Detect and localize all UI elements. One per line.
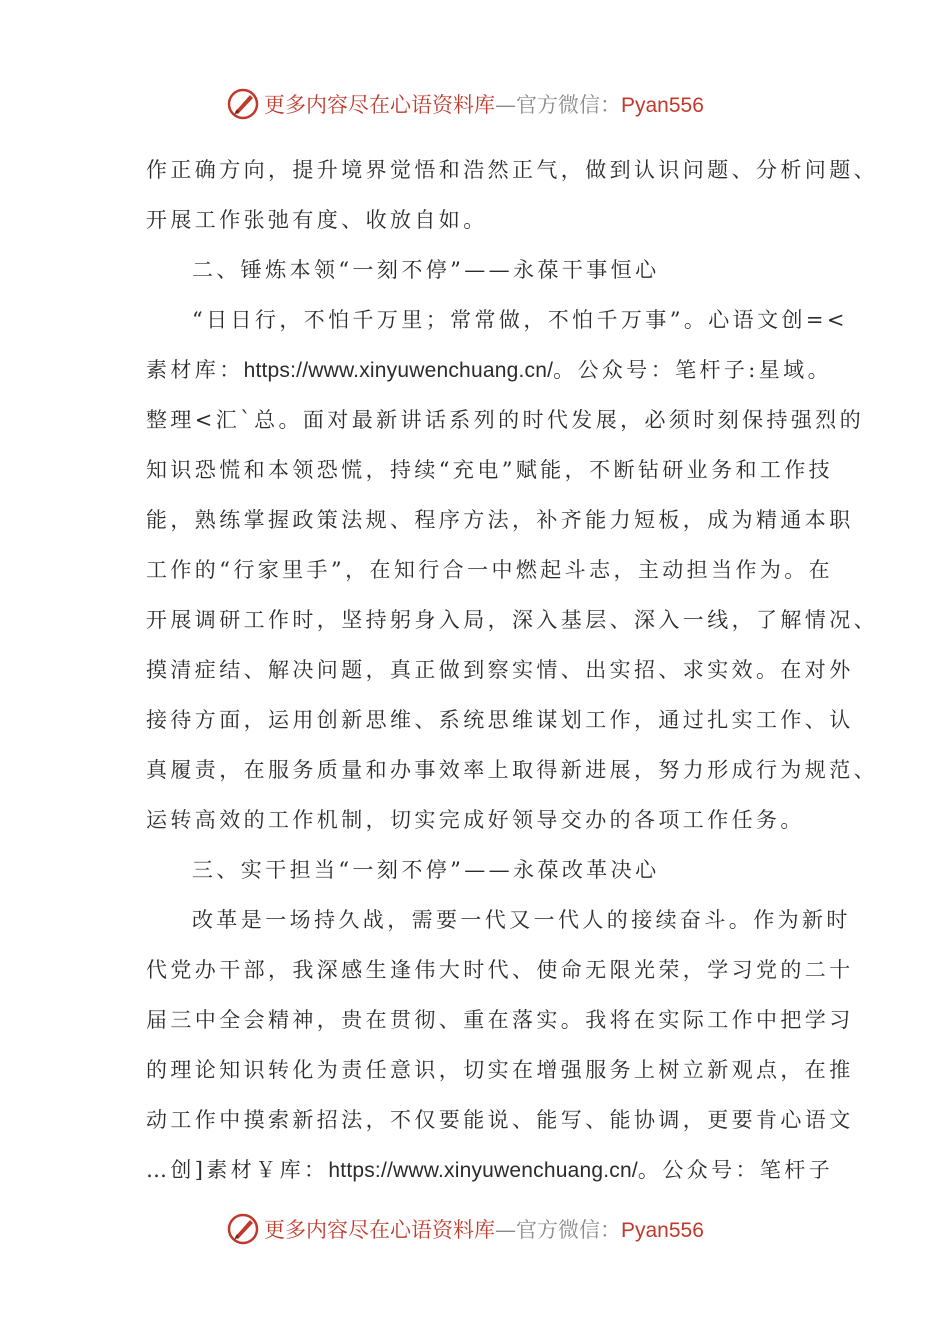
- paragraph-line: 届三中全会精神，贵在贯彻、重在落实。我将在实际工作中把学习: [146, 1008, 854, 1032]
- paragraph-line: 真履责，在服务质量和办事效率上取得新进展，努力形成行为规范、: [146, 758, 878, 782]
- paragraph-line: 素材库：https://www.xinyuwenchuang.cn/。公众号：笔杆子:星域。: [146, 358, 832, 382]
- paragraph-line: 摸清症结、解决问题，真正做到察实情、出实招、求实效。在对外: [146, 658, 854, 682]
- pen-logo-icon: [226, 1212, 260, 1246]
- section-heading-3: 三、实干担当“一刻不停”——永葆改革决心: [192, 858, 660, 882]
- paragraph-line: 作正确方向，提升境界觉悟和浩然正气，做到认识问题、分析问题、: [146, 158, 878, 182]
- paragraph-line: 代党办干部，我深感生逢伟大时代、使命无限光荣，学习党的二十: [146, 958, 854, 982]
- paragraph-line: 动工作中摸索新招法，不仅要能说、能写、能协调，更要肯心语文: [146, 1108, 854, 1132]
- document-body: [146, 145, 878, 1195]
- footer-banner-text: 更多内容尽在心语资料库—官方微信：Pyan556: [264, 1218, 704, 1242]
- paragraph-line: 改革是一场持久战，需要一代又一代人的接续奋斗。作为新时: [192, 908, 851, 932]
- url-text: https://www.xinyuwenchuang.cn/: [243, 359, 554, 382]
- pen-logo-icon: [226, 87, 260, 121]
- paragraph-line: 开展调研工作时，坚持躬身入局，深入基层、深入一线，了解情况、: [146, 608, 878, 632]
- header-banner-text: 更多内容尽在心语资料库—官方微信：Pyan556: [264, 93, 704, 117]
- paragraph-line: 运转高效的工作机制，切实完成好领导交办的各项工作任务。: [146, 808, 805, 832]
- paragraph-line: …创]素材￥库：https://www.xinyuwenchuang.cn/。公众号：笔杆子: [146, 1158, 834, 1182]
- paragraph-line: 知识恐慌和本领恐慌，持续“充电”赋能，不断钻研业务和工作技: [146, 458, 834, 482]
- header-banner: [226, 84, 704, 124]
- paragraph-line: “日日行，不怕千万里；常常做，不怕千万事”。心语文创=<: [192, 308, 848, 332]
- paragraph-line: 工作的“行家里手”，在知行合一中燃起斗志，主动担当作为。在: [146, 558, 834, 582]
- paragraph-line: 能，熟练掌握政策法规、程序方法，补齐能力短板，成为精通本职: [146, 508, 854, 532]
- footer-banner: [226, 1209, 704, 1249]
- paragraph-line: 的理论知识转化为责任意识，切实在增强服务上树立新观点，在推: [146, 1058, 854, 1082]
- paragraph-line: 开展工作张弛有度、收放自如。: [146, 208, 488, 232]
- section-heading-2: 二、锤炼本领“一刻不停”——永葆干事恒心: [192, 258, 660, 282]
- paragraph-line: 接待方面，运用创新思维、系统思维谋划工作，通过扎实工作、认: [146, 708, 854, 732]
- url-text: https://www.xinyuwenchuang.cn/: [328, 1159, 638, 1182]
- paragraph-line: 整理<汇`总。面对最新讲话系列的时代发展，必须时刻保持强烈的: [146, 408, 865, 432]
